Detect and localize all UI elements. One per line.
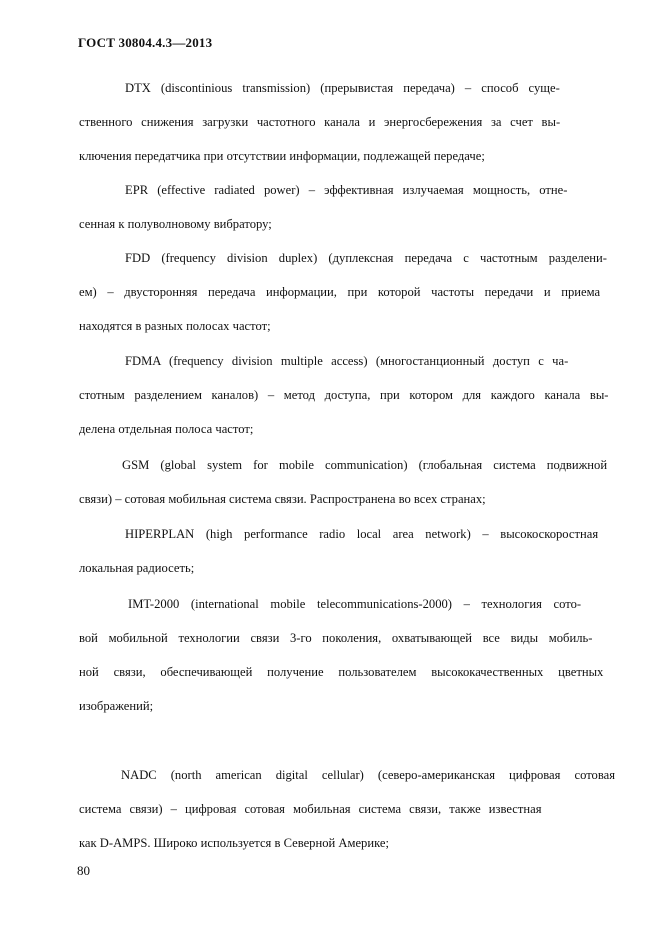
paragraph-line: ственного снижения загрузки частотного канала и энергосбережения за счет вы- bbox=[79, 115, 561, 129]
paragraph-line: DTX (discontinious transmission) (прерывистая передача) – способ суще- bbox=[125, 81, 560, 95]
paragraph-fdma bbox=[79, 344, 615, 446]
paragraph-line: система связи) – цифровая сотовая мобильная система связи, также известная bbox=[79, 802, 542, 816]
paragraph-line: изображений; bbox=[79, 699, 154, 713]
paragraph-line: сенная к полуволновому вибратору; bbox=[79, 217, 272, 231]
paragraph-line: NADC (north american digital cellular) (северо-американская цифровая сотовая bbox=[121, 768, 615, 782]
paragraph-line: стотным разделением каналов) – метод доступа, при котором для каждого канала вы- bbox=[79, 388, 609, 402]
paragraph-imt2000 bbox=[79, 587, 615, 723]
paragraph-nadc bbox=[79, 758, 615, 860]
paragraph-line: FDMA (frequency division multiple access) (многостанционный доступ с ча- bbox=[125, 354, 569, 368]
paragraph-line: вой мобильной технологии связи 3-го поколения, охватывающей все виды мобиль- bbox=[79, 631, 593, 645]
paragraph-line: как D-AMPS. Широко используется в Северной Америке; bbox=[79, 836, 389, 850]
paragraph-line: ключения передатчика при отсутствии информации, подлежащей передаче; bbox=[79, 149, 485, 163]
paragraph-line: связи) – сотовая мобильная система связи. Распространена во всех странах; bbox=[79, 492, 486, 506]
paragraph-gsm bbox=[79, 448, 615, 516]
paragraph-epr bbox=[79, 173, 615, 241]
paragraph-line: HIPERPLAN (high performance radio local area network) – высокоскоростная bbox=[125, 527, 599, 541]
paragraph-line: FDD (frequency division duplex) (дуплексная передача с частотным разделени- bbox=[125, 251, 607, 265]
paragraph-line: ем) – двусторонняя передача информации, при которой частоты передачи и приема bbox=[79, 285, 601, 299]
paragraph-fdd bbox=[79, 241, 615, 343]
page-number: 80 bbox=[77, 863, 90, 878]
paragraph-line: ной связи, обеспечивающей получение пользователем высококачественных цветных bbox=[79, 665, 604, 679]
paragraph-line: IMT-2000 (international mobile telecommunications-2000) – технология сото- bbox=[128, 597, 582, 611]
paragraph-hiperplan bbox=[79, 517, 615, 585]
document-header: ГОСТ 30804.4.3—2013 bbox=[78, 35, 213, 50]
paragraph-dtx bbox=[79, 71, 615, 173]
paragraph-line: находятся в разных полосах частот; bbox=[79, 319, 271, 333]
paragraph-line: GSM (global system for mobile communication) (глобальная система подвижной bbox=[122, 458, 608, 472]
paragraph-line: делена отдельная полоса частот; bbox=[79, 422, 254, 436]
paragraph-line: EPR (effective radiated power) – эффективная излучаемая мощность, отне- bbox=[125, 183, 568, 197]
paragraph-line: локальная радиосеть; bbox=[79, 561, 195, 575]
